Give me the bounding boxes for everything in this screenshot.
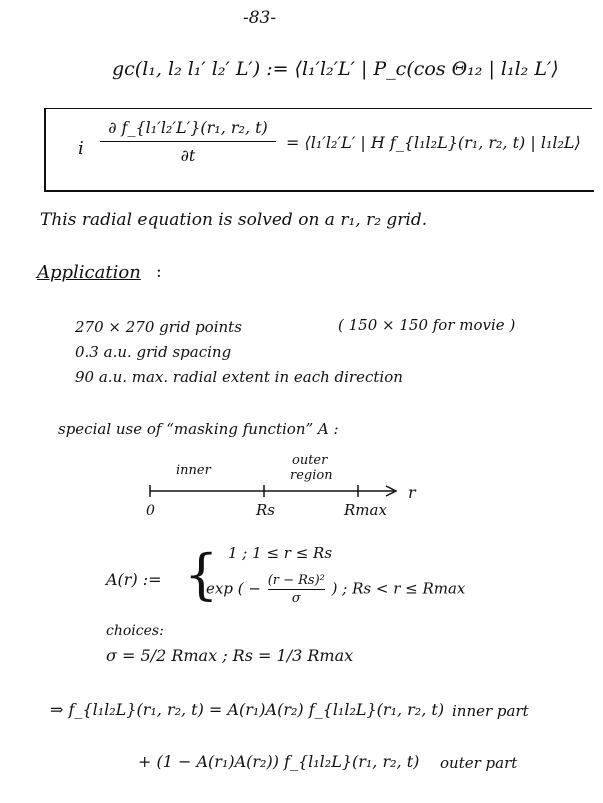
inner-part-note: inner part [452, 702, 529, 720]
label-outer: outer [292, 453, 328, 468]
gaussian-fraction [268, 573, 325, 606]
gaussian-denominator: σ [291, 591, 301, 606]
label-r: r [408, 483, 416, 502]
gaussian-bar [268, 589, 325, 590]
outer-part-note: outer part [440, 754, 518, 772]
imaginary-unit: i [78, 138, 84, 159]
case-outer-suffix: ) ; Rs < r ≤ Rmax [331, 579, 466, 598]
label-rs: Rs [256, 501, 275, 519]
case-outer [206, 573, 465, 606]
result-outer-equation: + (1 − A(r₁)A(r₂)) f_{l₁l₂L}(r₁, r₂, t) [138, 752, 420, 771]
definition-equation: gc(l₁, l₂ l₁′ l₂′ L′) := ⟨l₁′l₂′L′ | P_c(cos Θ₁₂ | l₁l₂ L′⟩ [112, 58, 559, 80]
case-outer-prefix: exp ( − [206, 579, 261, 598]
label-zero: 0 [146, 503, 155, 519]
result-inner-equation: ⇒ f_{l₁l₂L}(r₁, r₂, t) = A(r₁)A(r₂) f_{l₁l₂L}(r₁, r₂, t) [50, 700, 445, 719]
application-heading: Application [37, 262, 141, 283]
piecewise-brace: { [184, 543, 219, 606]
spec-grid-spacing: 0.3 a.u. grid spacing [75, 343, 232, 361]
movie-grid-note: ( 150 × 150 for movie ) [338, 316, 516, 334]
spec-radial-extent: 90 a.u. max. radial extent in each direction [75, 368, 403, 386]
equation-rhs: = ⟨l₁′l₂′L′ | H f_{l₁l₂L}(r₁, r₂, t) | l₁l₂L⟩ [286, 133, 581, 152]
fraction-numerator: ∂ f_{l₁′l₂′L′}(r₁, r₂, t) [108, 118, 268, 137]
page-number: -83- [243, 8, 277, 28]
equation-box-top-rule [44, 108, 592, 109]
masking-intro: special use of “masking function” A : [58, 420, 339, 438]
radial-axis-diagram [146, 455, 426, 535]
label-region: region [290, 468, 333, 483]
choices-equation: σ = 5/2 Rmax ; Rs = 1/3 Rmax [106, 646, 354, 665]
radial-equation-sentence: This radial equation is solved on a r₁, r₂ grid. [40, 210, 428, 230]
application-colon: : [156, 262, 162, 282]
label-rmax: Rmax [344, 501, 387, 519]
label-inner: inner [176, 463, 211, 478]
gaussian-numerator: (r − Rs)² [267, 573, 325, 588]
fraction-bar [100, 141, 276, 142]
masking-function-lhs: A(r) := [106, 570, 162, 589]
time-derivative-fraction [100, 118, 276, 165]
case-inner: 1 ; 1 ≤ r ≤ Rs [228, 544, 333, 562]
fraction-denominator: ∂t [180, 146, 196, 165]
spec-grid-points: 270 × 270 grid points [75, 318, 242, 336]
choices-label: choices: [106, 623, 164, 639]
